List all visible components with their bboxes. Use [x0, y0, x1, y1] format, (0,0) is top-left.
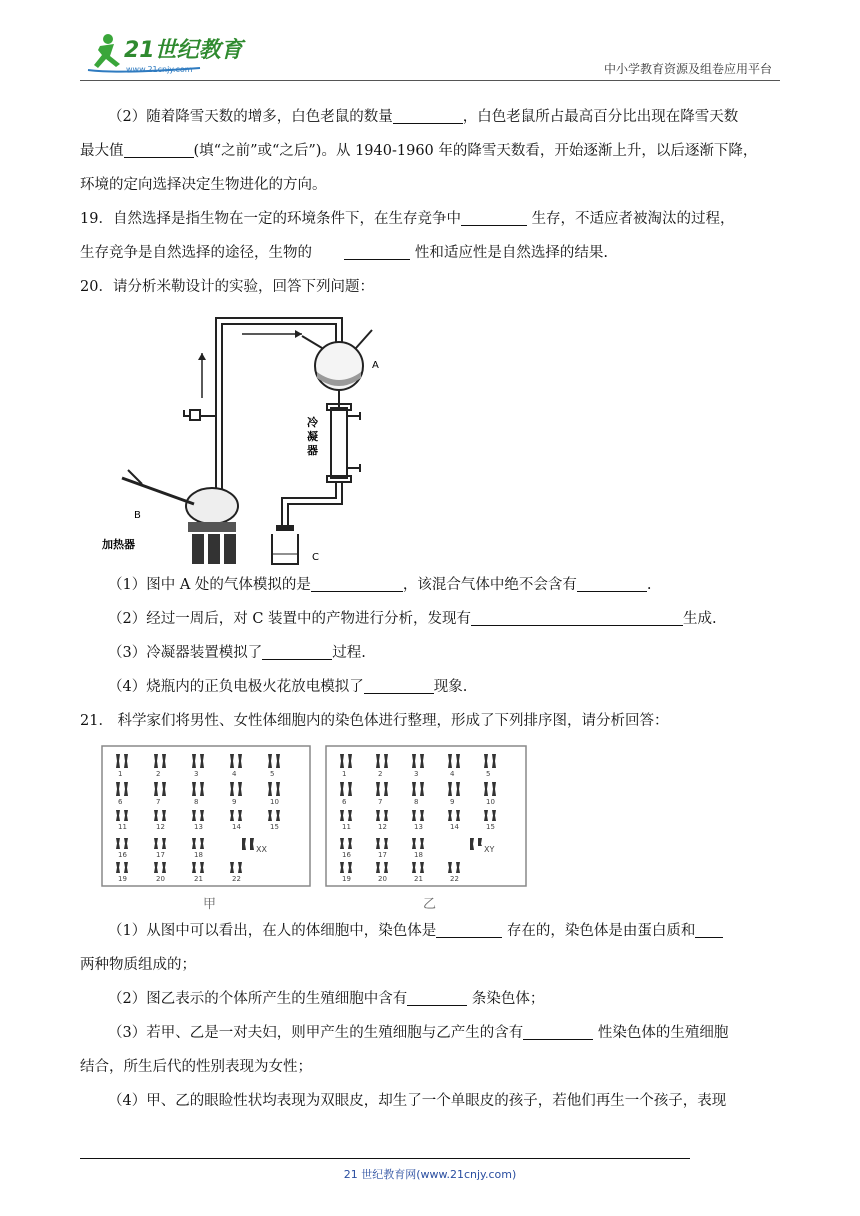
chromosome-number: 16: [342, 851, 351, 859]
q21-part1: [80, 914, 780, 948]
miller-apparatus-figure: [102, 308, 402, 568]
q20-text-4b: 现象.: [433, 679, 468, 695]
chromosome: [238, 782, 242, 796]
chromosome: [230, 862, 234, 873]
chromosome: [384, 754, 388, 768]
chromosome: [200, 838, 204, 849]
chromosome-number: 22: [450, 875, 459, 883]
chromosome: [376, 862, 380, 873]
page-content: [80, 100, 780, 1118]
chromosome-number: 20: [378, 875, 387, 883]
chromosome: [200, 754, 204, 768]
chromosome-number: 4: [450, 770, 455, 778]
chromosome: [492, 754, 496, 768]
chromosome: [412, 754, 416, 768]
chromosome: [116, 838, 120, 849]
answer-blank[interactable]: [577, 573, 647, 592]
q19-line1: [80, 202, 780, 236]
chromosome: [484, 754, 488, 768]
q18-part2: [80, 100, 780, 134]
chromosome: [384, 838, 388, 849]
chromosome: [376, 810, 380, 821]
chromosome: [420, 810, 424, 821]
chromosome: [448, 810, 452, 821]
site-logo: [80, 30, 250, 78]
chromosome: [192, 862, 196, 873]
chromosome: [200, 862, 204, 873]
karyotype-yi-frame: [326, 746, 526, 886]
chromosome: [340, 862, 344, 873]
chromosome-number: 12: [378, 823, 387, 831]
q19-text-a: 19．自然选择是指生物在一定的环境条件下，在生存竞争中: [80, 211, 461, 227]
chromosome: [348, 838, 352, 849]
karyotype-yi: [340, 754, 496, 883]
chromosome-number: 1: [342, 770, 347, 778]
chromosome: [124, 862, 128, 873]
sex-chromosome-label: XX: [256, 845, 267, 854]
chromosome-number: 11: [342, 823, 351, 831]
chromosome-number: 14: [232, 823, 241, 831]
q20-text-3b: 过程.: [332, 645, 366, 661]
chromosome: [154, 782, 158, 796]
chromosome: [376, 754, 380, 768]
chromosome: [268, 782, 272, 796]
chromosome: [162, 838, 166, 849]
chromosome-number: 17: [156, 851, 165, 859]
answer-blank[interactable]: [471, 607, 683, 626]
chromosome: [154, 810, 158, 821]
chromosome: [268, 810, 272, 821]
answer-blank[interactable]: [523, 1021, 593, 1040]
chromosome: [200, 782, 204, 796]
chromosome-number: 13: [194, 823, 203, 831]
chromosome-number: 13: [414, 823, 423, 831]
chromosome-number: 10: [270, 798, 279, 806]
chromosome: [456, 862, 460, 873]
chromosome: [124, 782, 128, 796]
label-c: C: [312, 552, 319, 563]
chromosome: [348, 862, 352, 873]
chromosome: [384, 862, 388, 873]
chromosome-number: 14: [450, 823, 459, 831]
q18-text-b: ，白色老鼠所占最高百分比出现在降雪天数: [462, 109, 739, 125]
q21-part2: [80, 982, 780, 1016]
chromosome-number: 19: [342, 875, 351, 883]
chromosome-number: 18: [414, 851, 423, 859]
chromosome: [124, 810, 128, 821]
chromosome: [484, 782, 488, 796]
chromosome: [154, 754, 158, 768]
chromosome: [376, 838, 380, 849]
q20-text-4a: （4）烧瓶内的正负电极火花放电模拟了: [108, 679, 364, 695]
q19-text-d: 性和适应性是自然选择的结果.: [414, 245, 608, 261]
chromosome: [384, 782, 388, 796]
chromosome-number: 3: [414, 770, 419, 778]
q20-text-2b: 生成.: [683, 611, 717, 627]
chromosome: [456, 810, 460, 821]
q21-text-3b: 性染色体的生殖细胞: [597, 1025, 729, 1041]
answer-blank[interactable]: [311, 573, 403, 592]
chromosome: [348, 754, 352, 768]
answer-blank[interactable]: [393, 105, 463, 124]
logo-text: 21世纪教育: [124, 38, 243, 63]
chromosome: [192, 838, 196, 849]
chromosome-number: 17: [378, 851, 387, 859]
q18-text-d: (填“之前”或“之后”)。从 1940-1960 年的降雪天数看，开始逐渐上升，以后逐渐下降，: [193, 143, 758, 159]
q20-part4: [80, 670, 780, 704]
chromosome: [192, 782, 196, 796]
chromosome-number: 9: [232, 798, 237, 806]
q18-text-a: （2）随着降雪天数的增多，白色老鼠的数量: [108, 109, 393, 125]
q21-part3: [80, 1016, 780, 1050]
heater: [188, 522, 236, 564]
sex-chromosome-label: XY: [484, 845, 495, 854]
chromosome: [340, 782, 344, 796]
chromosome: [412, 862, 416, 873]
q19-text-b: 生存，不适应者被淘汰的过程，: [531, 211, 735, 227]
sex-chromosome: [250, 838, 254, 850]
q20-part1: [80, 568, 780, 602]
chromosome: [412, 838, 416, 849]
chromosome: [162, 810, 166, 821]
chromosome-number: 5: [486, 770, 491, 778]
answer-blank[interactable]: [262, 641, 332, 660]
q20-text-2a: （2）经过一周后，对 C 装置中的产物进行分析，发现有: [108, 611, 472, 627]
chromosome-number: 6: [118, 798, 123, 806]
chromosome: [276, 782, 280, 796]
q20-title: 20．请分析米勒设计的实验，回答下列问题：: [80, 279, 374, 295]
chromosome: [384, 810, 388, 821]
chromosome-number: 1: [118, 770, 123, 778]
answer-blank[interactable]: [461, 207, 527, 226]
q21-part4: （4）甲、乙的眼睑性状均表现为双眼皮，却生了一个单眼皮的孩子，若他们再生一个孩子，表现: [108, 1093, 727, 1109]
chromosome: [154, 838, 158, 849]
chromosome: [268, 754, 272, 768]
header-platform-text: 中小学教育资源及组卷应用平台: [603, 62, 772, 76]
chromosome: [456, 782, 460, 796]
chromosome: [340, 754, 344, 768]
chromosome: [456, 754, 460, 768]
chromosome: [376, 782, 380, 796]
chromosome-number: 7: [378, 798, 383, 806]
chromosome: [230, 782, 234, 796]
chromosome: [420, 862, 424, 873]
chromosome: [154, 862, 158, 873]
q19-line2: [80, 236, 780, 270]
chromosome-number: 2: [156, 770, 161, 778]
chromosome-number: 15: [270, 823, 279, 831]
chromosome: [238, 754, 242, 768]
answer-blank[interactable]: [124, 139, 194, 158]
chromosome: [192, 810, 196, 821]
chromosome: [162, 862, 166, 873]
chromosome-number: 5: [270, 770, 275, 778]
q20-text-1b: ，该混合气体中绝不会含有: [402, 577, 577, 593]
q21-text-2a: （2）图乙表示的个体所产生的生殖细胞中含有: [108, 991, 408, 1007]
chromosome: [276, 810, 280, 821]
chromosome: [162, 782, 166, 796]
label-yi: 乙: [423, 897, 437, 912]
chromosome: [230, 810, 234, 821]
chromosome-number: 6: [342, 798, 347, 806]
chromosome: [448, 862, 452, 873]
chromosome: [412, 810, 416, 821]
chromosome: [448, 782, 452, 796]
condenser: [331, 408, 347, 478]
q18-part2-line3: 环境的定向选择决定生物进化的方向。: [80, 177, 327, 193]
karyotype-jia: [116, 754, 280, 883]
q21-text-1a: （1）从图中可以看出，在人的体细胞中，染色体是: [108, 923, 437, 939]
chromosome-number: 21: [194, 875, 203, 883]
q20-text-3a: （3）冷凝器装置模拟了: [108, 645, 263, 661]
q20-text-1c: .: [646, 577, 652, 593]
chromosome-number: 19: [118, 875, 127, 883]
q21-part3-line2: 结合，所生后代的性别表现为女性；: [80, 1059, 312, 1075]
label-condenser-3: 器: [307, 444, 318, 457]
label-condenser-2: 凝: [307, 430, 318, 443]
chromosome-number: 4: [232, 770, 237, 778]
chromosome: [420, 754, 424, 768]
q19-text-c: 生存竞争是自然选择的途径，生物的: [80, 245, 312, 261]
logo-url: www.21cnjy.com: [126, 65, 193, 74]
header-divider: [80, 80, 780, 81]
sex-chromosome: [470, 838, 474, 850]
chromosome-number: 11: [118, 823, 127, 831]
chromosome: [192, 754, 196, 768]
label-b: B: [134, 510, 141, 521]
beaker-c: [272, 534, 298, 564]
label-a: A: [372, 360, 379, 371]
chromosome: [412, 782, 416, 796]
chromosome: [116, 754, 120, 768]
flask-b: [186, 488, 238, 524]
answer-blank[interactable]: [436, 919, 502, 938]
chromosome: [420, 838, 424, 849]
q21-title: 21． 科学家们将男性、女性体细胞内的染色体进行整理，形成了下列排序图，请分析回答：: [80, 713, 669, 729]
sex-chromosome: [242, 838, 246, 850]
chromosome: [162, 754, 166, 768]
q20-part2: [80, 602, 780, 636]
chromosome-number: 8: [414, 798, 419, 806]
chromosome: [484, 810, 488, 821]
footer-divider: [80, 1158, 690, 1159]
chromosome: [116, 810, 120, 821]
footer-text: 21 世纪教育网(www.21cnjy.com): [343, 1168, 517, 1181]
chromosome: [116, 782, 120, 796]
sex-chromosome: [478, 838, 482, 846]
chromosome-number: 2: [378, 770, 383, 778]
chromosome-number: 18: [194, 851, 203, 859]
q20-text-1a: （1）图中 A 处的气体模拟的是: [108, 577, 311, 593]
chromosome: [492, 810, 496, 821]
chromosome-number: 8: [194, 798, 199, 806]
chromosome: [420, 782, 424, 796]
q20-part3: [80, 636, 780, 670]
chromosome-number: 21: [414, 875, 423, 883]
chromosome-number: 15: [486, 823, 495, 831]
chromosome: [340, 838, 344, 849]
chromosome-number: 20: [156, 875, 165, 883]
q21-text-3a: （3）若甲、乙是一对夫妇，则甲产生的生殖细胞与乙产生的含有: [108, 1025, 524, 1041]
karyotype-figure: [100, 744, 530, 914]
chromosome: [124, 754, 128, 768]
chromosome: [238, 810, 242, 821]
chromosome: [276, 754, 280, 768]
chromosome-number: 10: [486, 798, 495, 806]
chromosome-number: 3: [194, 770, 199, 778]
chromosome: [200, 810, 204, 821]
label-condenser-1: 冷: [307, 416, 318, 429]
chromosome-number: 22: [232, 875, 241, 883]
chromosome: [230, 754, 234, 768]
q21-text-2b: 条染色体；: [471, 991, 545, 1007]
chromosome: [238, 862, 242, 873]
label-jia: 甲: [203, 897, 217, 912]
answer-blank[interactable]: [344, 241, 410, 260]
q21-part1-line2: 两种物质组成的；: [80, 957, 196, 973]
chromosome-number: 9: [450, 798, 455, 806]
label-heater: 加热器: [102, 538, 135, 551]
chromosome: [348, 782, 352, 796]
answer-blank[interactable]: [364, 675, 434, 694]
answer-blank[interactable]: [407, 987, 467, 1006]
chromosome-number: 16: [118, 851, 127, 859]
answer-blank[interactable]: [695, 919, 723, 938]
q18-part2-line2: [80, 134, 780, 168]
chromosome-number: 12: [156, 823, 165, 831]
chromosome: [492, 782, 496, 796]
chromosome: [448, 754, 452, 768]
q21-text-1b: 存在的，染色体是由蛋白质和: [506, 923, 696, 939]
q18-text-c: 最大值: [80, 143, 124, 159]
chromosome-number: 7: [156, 798, 161, 806]
chromosome: [340, 810, 344, 821]
chromosome: [124, 838, 128, 849]
chromosome: [348, 810, 352, 821]
chromosome: [116, 862, 120, 873]
